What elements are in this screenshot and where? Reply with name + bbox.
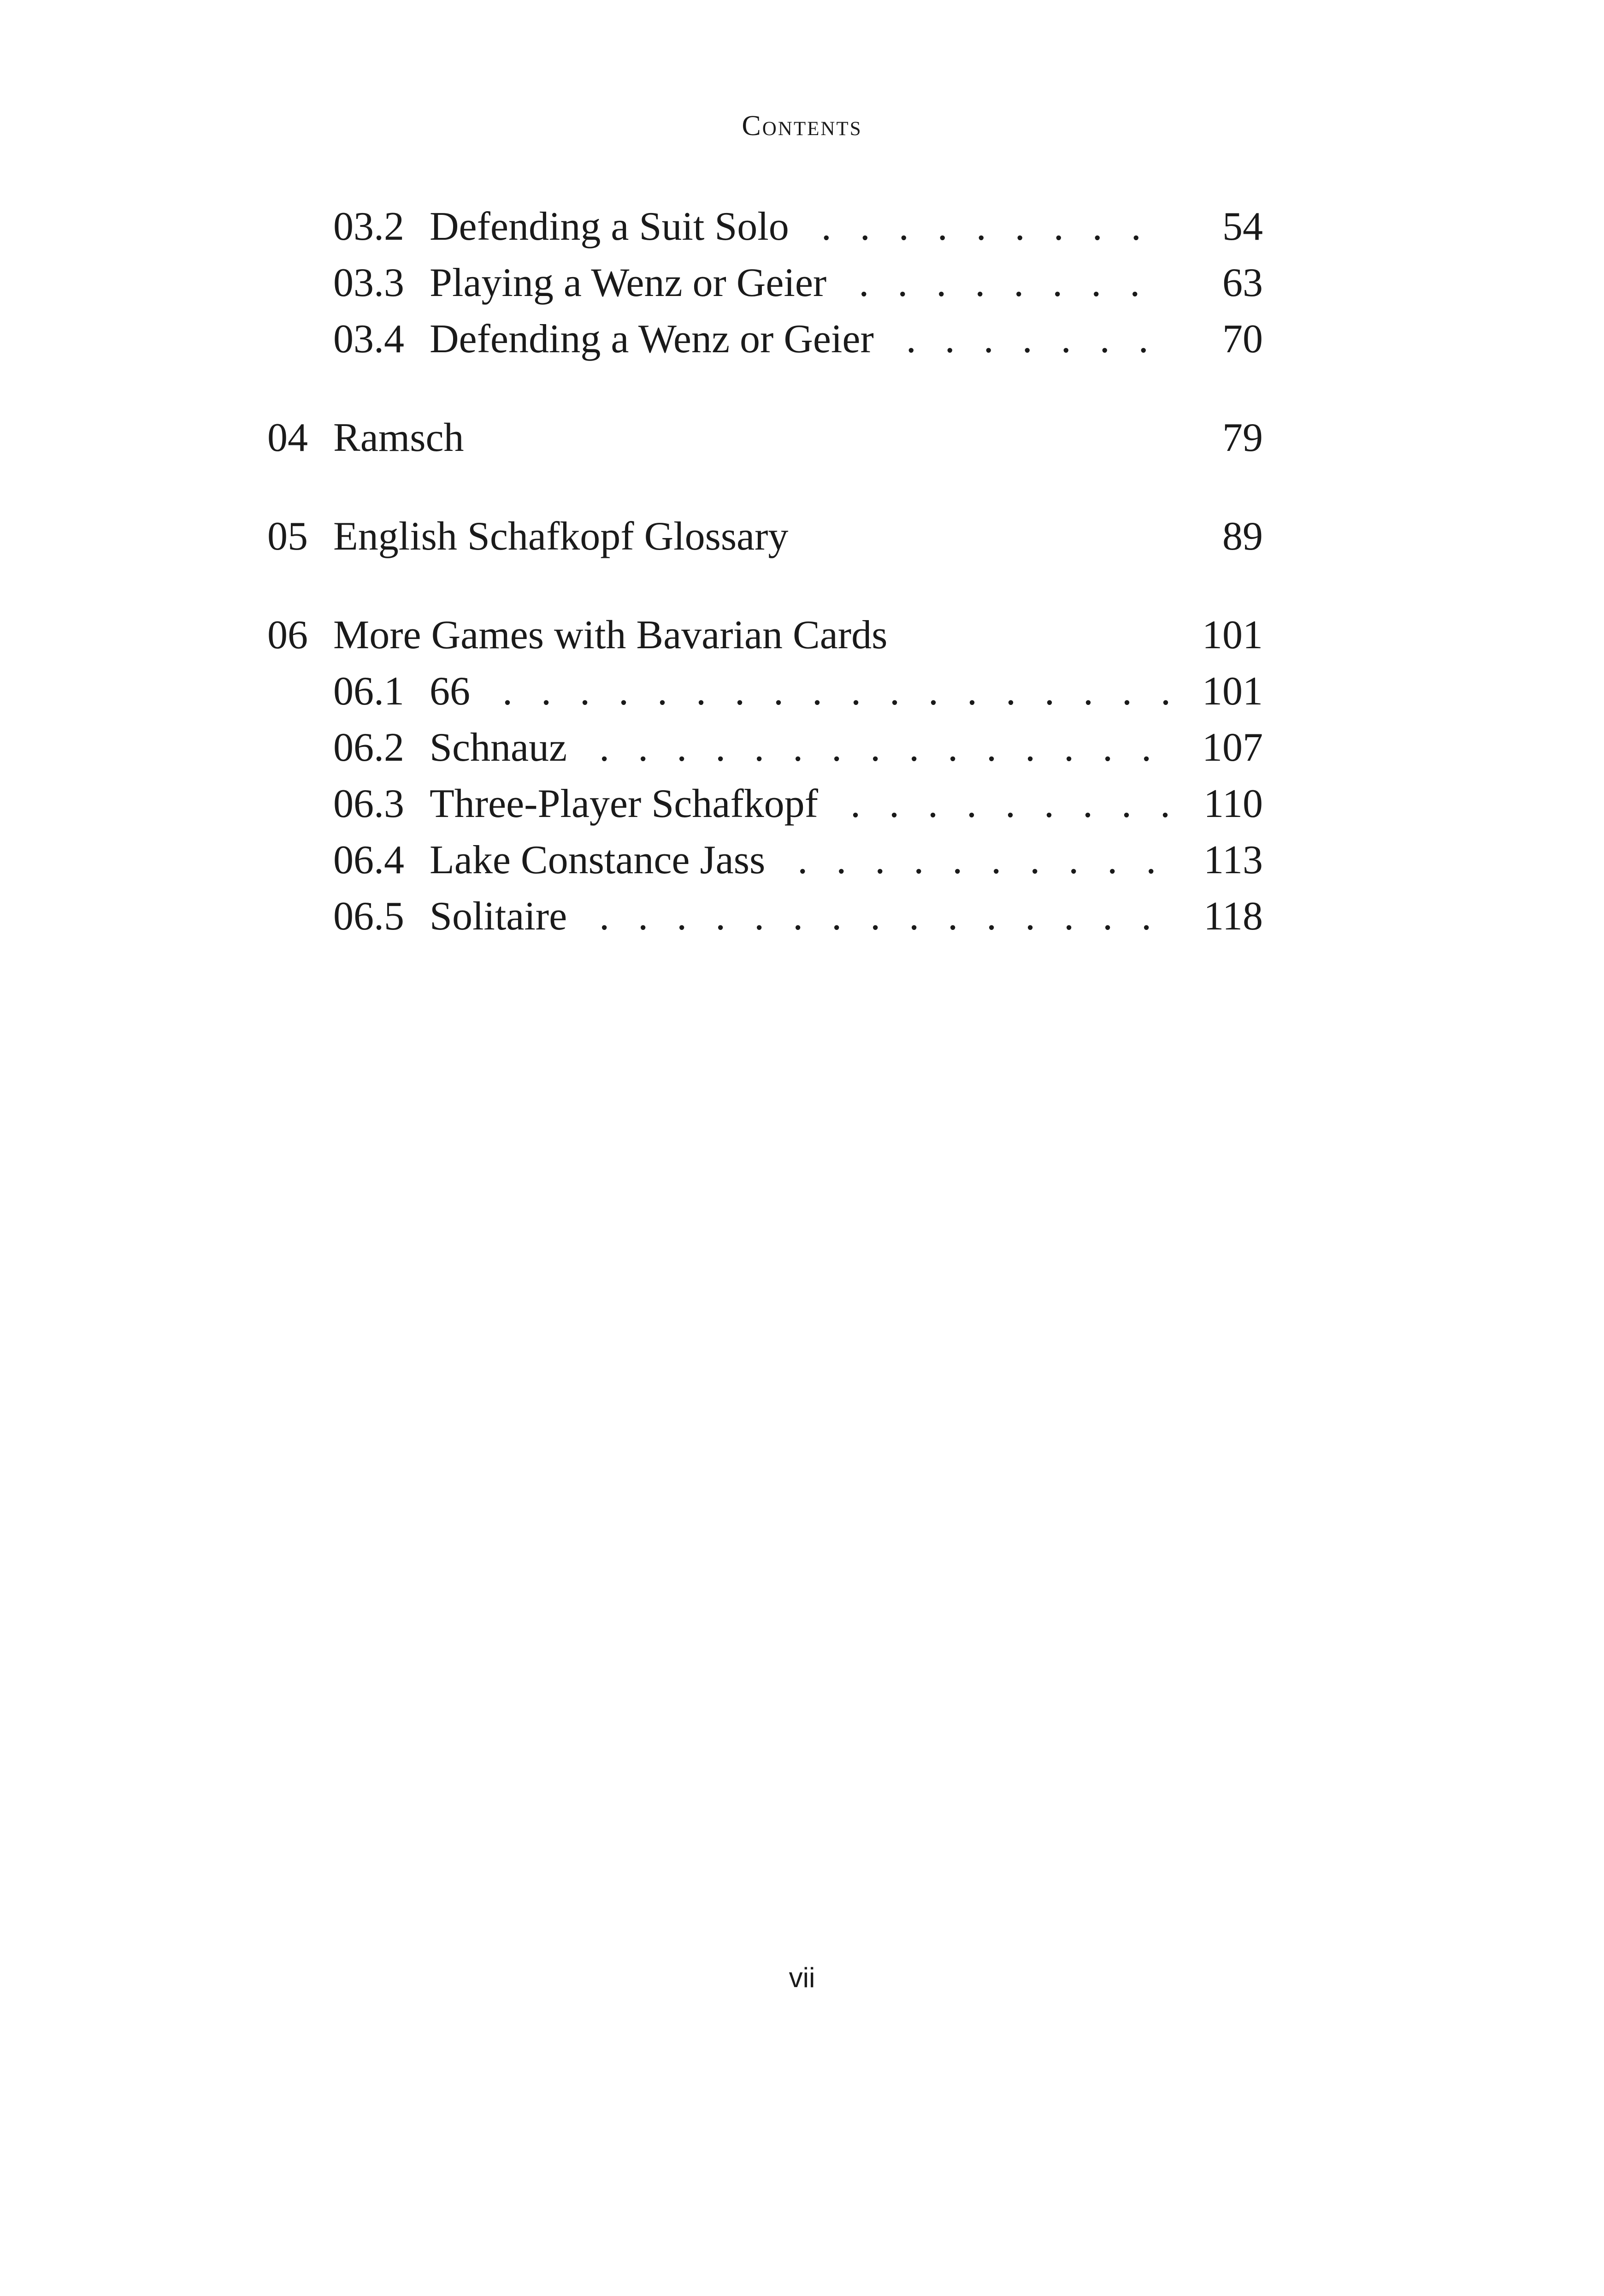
page-number: 101	[1202, 669, 1263, 714]
section-title-leader	[430, 664, 1171, 719]
section-number: 03.3	[333, 260, 404, 305]
page-folio: vii	[789, 1962, 815, 1993]
toc-section-06-4[interactable]	[267, 833, 1263, 888]
toc-chapter-05[interactable]	[267, 509, 1263, 564]
chapter-number: 04	[267, 415, 308, 460]
section-title-leader	[430, 720, 1171, 775]
section-title: Schnauz	[430, 725, 580, 770]
section-title: Three-Player Schafkopf	[430, 781, 831, 826]
running-head: Contents	[742, 110, 862, 142]
page-number: 54	[1222, 204, 1263, 249]
page-number: 63	[1222, 260, 1263, 305]
page-number: 79	[1222, 415, 1263, 460]
page-number: 110	[1203, 781, 1263, 826]
section-number: 06.5	[333, 894, 404, 939]
toc-chapter-06[interactable]	[267, 608, 1263, 663]
section-number: 03.4	[333, 317, 404, 361]
page-number: 101	[1202, 613, 1263, 657]
section-title-leader	[430, 255, 1171, 311]
section-title-leader	[430, 889, 1171, 944]
section-title-leader	[430, 776, 1171, 832]
chapter-number: 06	[267, 613, 308, 657]
section-title: Solitaire	[430, 894, 580, 939]
section-title-leader	[430, 312, 1171, 367]
section-number: 06.1	[333, 669, 404, 714]
toc-section-06-3[interactable]	[267, 776, 1263, 832]
chapter-number: 05	[267, 514, 308, 559]
chapter-title: More Games with Bavarian Cards	[333, 613, 888, 657]
toc-section-06-1[interactable]	[267, 664, 1263, 719]
page-number: 118	[1203, 894, 1263, 939]
section-number: 03.2	[333, 204, 404, 249]
toc-section-03-4[interactable]	[267, 312, 1263, 367]
section-number: 06.3	[333, 781, 404, 826]
section-title-leader	[430, 199, 1171, 254]
page-number: 89	[1222, 514, 1263, 559]
section-title: Lake Constance Jass	[430, 838, 778, 882]
chapter-title: English Schafkopf Glossary	[333, 514, 789, 559]
chapter-title: Ramsch	[333, 415, 464, 460]
page-number: 70	[1222, 317, 1263, 361]
section-title: Defending a Suit Solo	[430, 204, 802, 249]
section-number: 06.4	[333, 838, 404, 882]
toc-section-03-3[interactable]	[267, 255, 1263, 311]
section-title: Playing a Wenz or Geier	[430, 260, 839, 305]
toc-section-06-5[interactable]	[267, 889, 1263, 944]
page-number: 113	[1203, 838, 1263, 882]
toc-chapter-04[interactable]	[267, 410, 1263, 466]
section-title-leader	[430, 833, 1171, 888]
toc-section-03-2[interactable]	[267, 199, 1263, 254]
toc-section-06-2[interactable]	[267, 720, 1263, 775]
section-number: 06.2	[333, 725, 404, 770]
page-number: 107	[1202, 725, 1263, 770]
section-title: Defending a Wenz or Geier	[430, 317, 887, 361]
section-title: 66	[430, 669, 483, 714]
